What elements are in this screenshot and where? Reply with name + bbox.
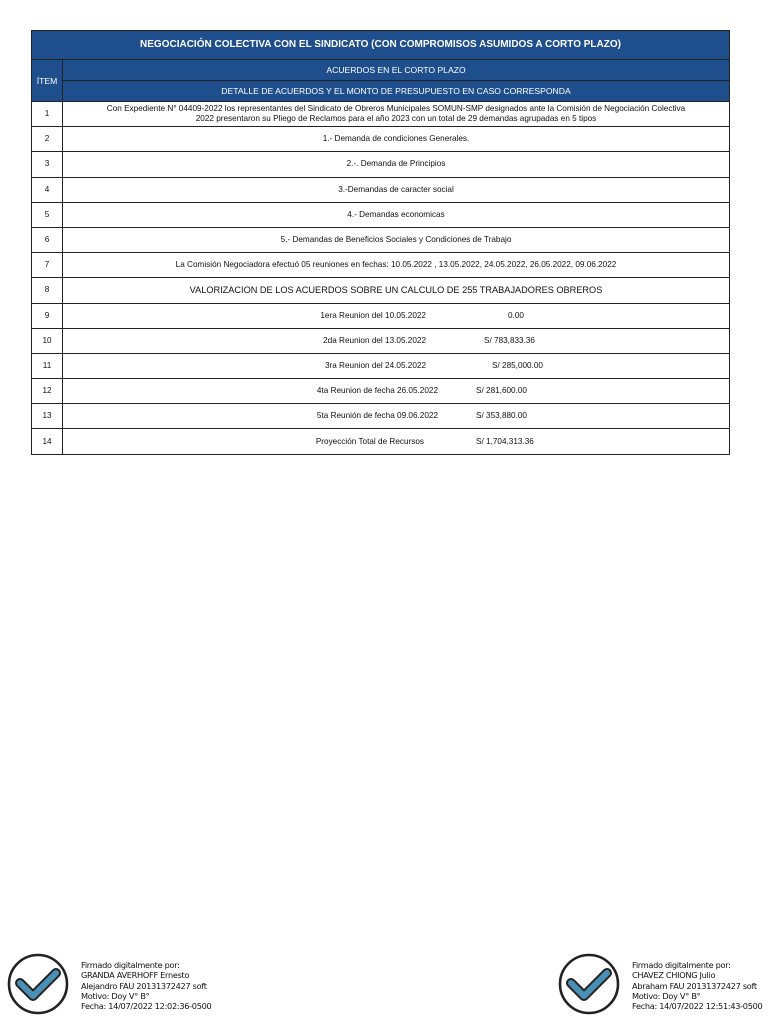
table-row	[32, 152, 730, 177]
signature-line: Abraham FAU 20131372427 soft	[632, 980, 757, 991]
row-text-line: Con Expediente N° 04409-2022 los representantes del Sindicato de Obreros Municipales SOMUN-SMP designados ante la Comisión de Negociación Colectiva	[106, 104, 686, 114]
meeting-label: Proyección Total de Recursos	[315, 436, 424, 446]
table-row	[32, 353, 730, 378]
row-text: La Comisión Negociadora efectuó 05 reuniones en fechas: 10.05.2022 , 13.05.2022, 24.05.2022, 26.05.2022, 09.06.2022	[63, 253, 730, 278]
row-text: 4.- Demandas economicas	[63, 202, 730, 227]
signature-line: Alejandro FAU 20131372427 soft	[81, 980, 207, 991]
meeting-amount: S/ 285,000.00	[492, 360, 543, 370]
row-text-line: 2022 presentaron su Pliego de Reclamos para el año 2023 con un total de 29 demandas agrupadas en 5 tipos	[195, 114, 597, 124]
subheader-short-term-agreements: ACUERDOS EN EL CORTO PLAZO	[63, 60, 730, 81]
row-text: VALORIZACION DE LOS ACUERDOS SOBRE UN CALCULO DE 255 TRABAJADORES OBREROS	[63, 278, 730, 303]
meeting-amount: 0.00	[508, 310, 524, 320]
row-amount-cell	[63, 379, 730, 404]
meeting-label: 5ta Reunión de fecha 09.06.2022	[316, 411, 438, 421]
signature-line: GRANDA AVERHOFF Ernesto	[81, 970, 190, 981]
row-number: 6	[32, 227, 63, 252]
meeting-amount: S/ 1,704,313.36	[476, 436, 534, 446]
signature-text	[81, 960, 211, 1011]
row-number: 10	[32, 328, 63, 353]
row-text: 2.-. Demanda de Principios	[63, 152, 730, 177]
table-row	[32, 177, 730, 202]
meeting-amount: S/ 281,600.00	[476, 386, 527, 396]
meeting-label: 1era Reunion del 10.05.2022	[320, 310, 426, 320]
row-number: 9	[32, 303, 63, 328]
table-row	[32, 202, 730, 227]
row-text: 1.- Demanda de condiciones Generales.	[63, 127, 730, 152]
table-row	[32, 102, 730, 127]
row-text	[63, 102, 730, 127]
meeting-label: 2da Reunion del 13.05.2022	[323, 335, 426, 345]
checkmark-circle-icon	[6, 952, 70, 1016]
checkmark-circle-icon	[557, 952, 621, 1016]
row-text: 5.- Demandas de Beneficios Sociales y Condiciones de Trabajo	[63, 227, 730, 252]
row-number: 3	[32, 152, 63, 177]
row-number: 7	[32, 253, 63, 278]
digital-signature-block	[557, 950, 767, 1020]
signature-line: Firmado digitalmente por:	[632, 960, 731, 970]
signature-line: Fecha: 14/07/2022 12:02:36-0500	[81, 1001, 212, 1012]
table-row	[32, 127, 730, 152]
table-row	[32, 303, 730, 328]
row-number: 2	[32, 127, 63, 152]
table-row	[32, 379, 730, 404]
signature-line: Motivo: Doy V° B°	[81, 990, 150, 1001]
digital-signature-block	[6, 950, 216, 1020]
row-amount-cell	[63, 353, 730, 378]
meeting-label: 3ra Reunion del 24.05.2022	[324, 360, 426, 370]
row-amount-cell	[63, 303, 730, 328]
table-row	[32, 253, 730, 278]
table-row	[32, 278, 730, 303]
meeting-label: 4ta Reunion de fecha 26.05.2022	[316, 386, 438, 396]
row-number: 14	[32, 429, 63, 454]
signature-line: Fecha: 14/07/2022 12:51:43-0500	[632, 1001, 763, 1012]
meeting-amount: S/ 353,880.00	[476, 411, 527, 421]
row-number: 4	[32, 177, 63, 202]
table-title: NEGOCIACIÓN COLECTIVA CON EL SINDICATO (CON COMPROMISOS ASUMIDOS A CORTO PLAZO)	[32, 31, 730, 60]
row-amount-cell	[63, 404, 730, 429]
row-number: 11	[32, 353, 63, 378]
meeting-amount: S/ 783,833.36	[484, 335, 535, 345]
item-column-header: ÍTEM	[32, 60, 63, 102]
row-number: 8	[32, 278, 63, 303]
row-number: 1	[32, 102, 63, 127]
row-amount-cell	[63, 328, 730, 353]
table-row	[32, 404, 730, 429]
row-number: 13	[32, 404, 63, 429]
signature-line: CHAVEZ CHIONG Julio	[632, 970, 716, 981]
row-amount-cell	[63, 429, 730, 454]
table-row	[32, 328, 730, 353]
signature-line: Motivo: Doy V° B°	[632, 990, 701, 1001]
row-number: 12	[32, 379, 63, 404]
table-row	[32, 227, 730, 252]
agreements-table	[31, 30, 730, 455]
row-text: 3.-Demandas de caracter social	[63, 177, 730, 202]
table-row	[32, 429, 730, 454]
signature-line: Firmado digitalmente por:	[81, 960, 180, 970]
signature-text	[632, 960, 762, 1011]
row-number: 5	[32, 202, 63, 227]
subheader-agreement-detail: DETALLE DE ACUERDOS Y EL MONTO DE PRESUPUESTO EN CASO CORRESPONDA	[63, 81, 730, 102]
